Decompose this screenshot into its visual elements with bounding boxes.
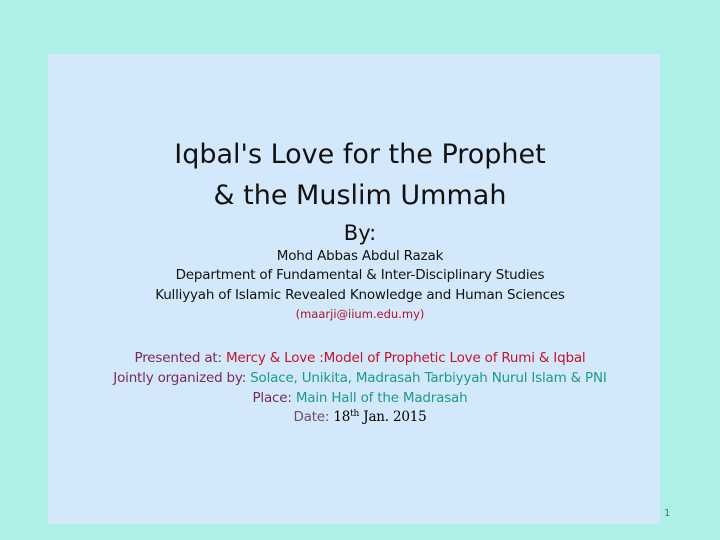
- page-number: 1: [664, 508, 671, 519]
- author-kulliyyah: Kulliyyah of Islamic Revealed Knowledge and Human Sciences: [155, 287, 565, 303]
- organized-label: Jointly organized by:: [113, 370, 251, 386]
- author-email: (maarji@iium.edu.my): [295, 307, 425, 321]
- place-value: Main Hall of the Madrasah: [295, 390, 468, 406]
- place-label: Place:: [252, 390, 296, 406]
- date-line: [0, 407, 720, 427]
- organized-value: Solace, Unikita, Madrasah Tarbiyyah Nurul Islam & PNI: [250, 370, 607, 386]
- title-line-1: Iqbal's Love for the Prophet: [174, 139, 546, 170]
- date-rest: Jan. 2015: [359, 409, 427, 425]
- author-department: Department of Fundamental & Inter-Disciplinary Studies: [175, 267, 545, 283]
- date-label: Date:: [293, 409, 334, 425]
- presented-value: Mercy & Love :Model of Prophetic Love of Rumi & Iqbal: [225, 350, 586, 366]
- place-line: [0, 388, 720, 408]
- byline: By:: [343, 221, 377, 245]
- author-name: Mohd Abbas Abdul Razak: [276, 248, 444, 264]
- organized-by-line: [0, 368, 720, 388]
- presented-label: Presented at:: [134, 350, 226, 366]
- date-day: 18: [333, 409, 351, 425]
- date-suffix: th: [350, 409, 360, 419]
- title-line-2: & the Muslim Ummah: [213, 180, 507, 211]
- presented-at-line: [0, 348, 720, 368]
